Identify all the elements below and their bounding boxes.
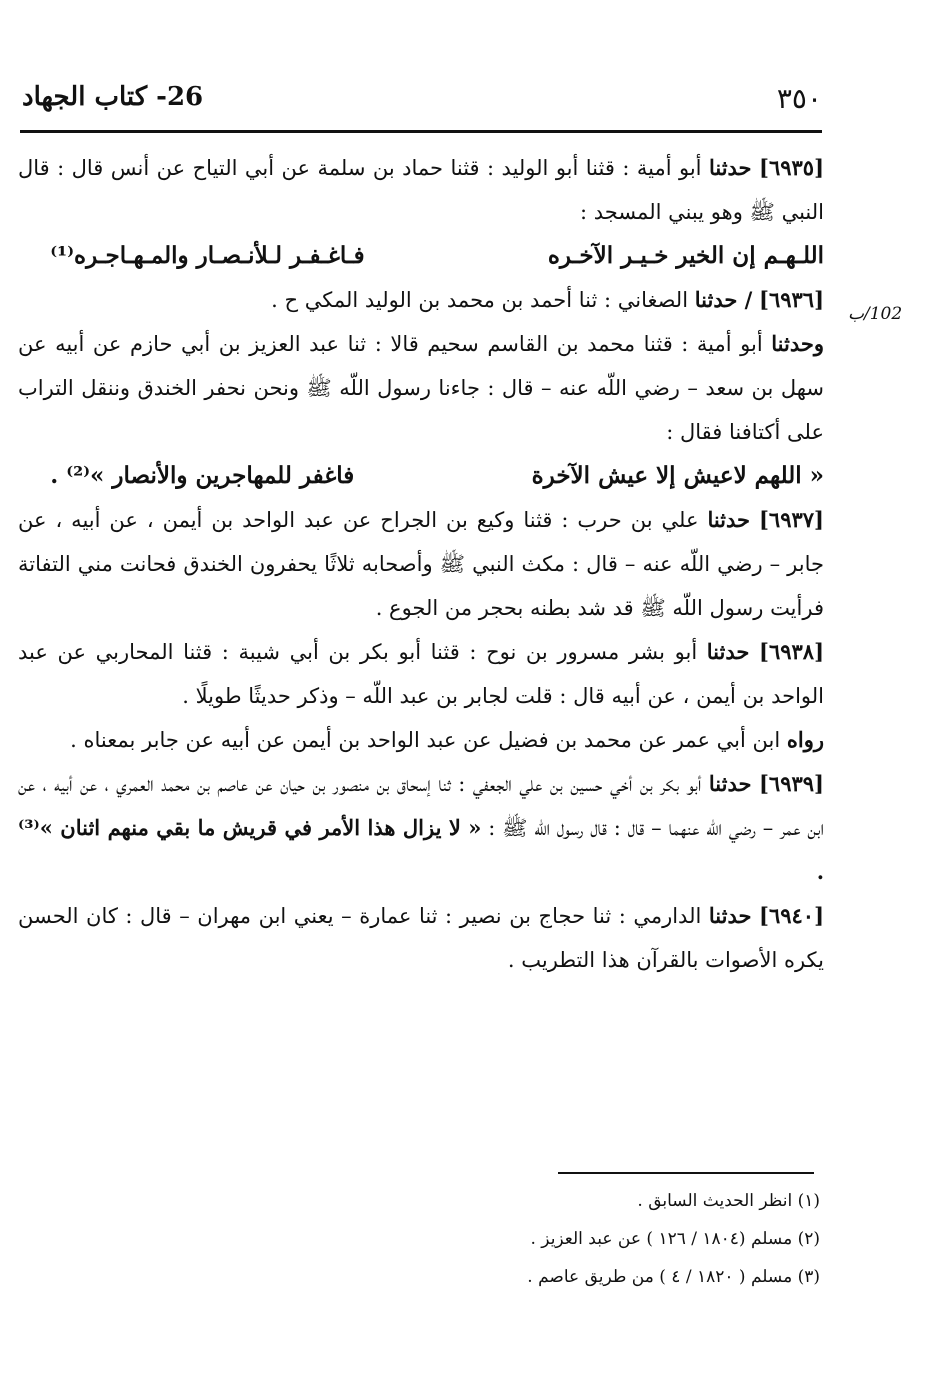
narration-word: حدثنا [708, 771, 752, 796]
hadith-6938 [18, 630, 824, 718]
hadith-text: أبو بشر مسرور بن نوح : قثنا أبو بكر بن أبي شيبة : قثنا المحاربي عن عبد الواحد بن أيمن ، عن أبيه قال : قلت لجابر بن عبد اللّه – وذكر حديثًا طويلًا . [18, 640, 824, 708]
footnote-separator [558, 1172, 814, 1174]
verse-second-hemistich: فـاغـفـر لـلأنـصـار والمـهـاجـره⁽¹⁾ [50, 242, 365, 269]
chapter-title: 26- كتاب الجهاد [22, 82, 204, 112]
main-text [18, 146, 824, 982]
verse-line [18, 454, 824, 498]
hadith-number: [٦٩٣٩] [758, 771, 824, 796]
hadith-number: [٦٩٤٠] [759, 903, 824, 928]
footnote: (٢) مسلم (١٨٠٤ / ١٢٦ ) عن عبد العزيز . [530, 1229, 820, 1249]
narration-word: حدثنا [708, 155, 752, 180]
hadith-text: ابن أبي عمر عن محمد بن فضيل عن عبد الواحد بن أيمن عن أبيه عن جابر بمعناه . [70, 728, 781, 752]
hadith-text: أبو أمية : قثنا محمد بن القاسم سحيم قالا : ثنا عبد العزيز بن أبي حازم عن أبيه عن سهل بن سعد – رضي اللّه عنه – قال : جاءنا رسول اللّه ﷺ ونحن نحفر الخندق وننقل التراب على أكتافنا فقال : [18, 332, 824, 444]
verse-second-hemistich: فاغفر للمهاجرين والأنصار »⁽²⁾ . [50, 462, 355, 489]
footnote: (١) انظر الحديث السابق . [637, 1191, 820, 1211]
hadith-text: أبو بكر بن أخي حسين بن علي الجعفي : ثنا إسحاق بن منصور بن حيان عن عاصم بن محمد العمري ، عن أبيه ، عن ابن عمر – رضي اللّه عنهما – قال : قال رسول اللّه ﷺ : [18, 772, 824, 840]
hadith-6939 [18, 762, 824, 894]
narration-word: رواه [786, 727, 824, 752]
hadith-text: الدارمي : ثنا حجاج بن نصير : ثنا عمارة – يعني ابن مهران – قال : كان الحسن يكره الأصوات بالقرآن هذا التطريب . [18, 904, 824, 972]
hadith-text: علي بن حرب : قثنا وكيع بن الجراح عن عبد الواحد بن أيمن ، عن أبيه ، عن جابر – رضي اللّه عنه – قال : مكث النبي ﷺ وأصحابه ثلاثًا يحفرون الخندق فحانت مني التفاتة فرأيت رسول اللّه ﷺ قد شد بطنه بحجر من الجوع . [18, 508, 824, 620]
verse-first-hemistich: « اللهم لاعيش إلا عيش الآخرة [531, 462, 824, 489]
hadith-number: [٦٩٣٨] [759, 639, 824, 664]
footnote: (٣) مسلم ( ١٨٢٠ / ٤ ) من طريق عاصم . [527, 1267, 820, 1287]
page-number: ٣٥٠ [776, 82, 822, 115]
narration-word: / حدثنا [694, 287, 753, 312]
narration-word: وحدثنا [771, 331, 824, 356]
hadith-number: [٦٩٣٦] [759, 287, 824, 312]
hadith-6936 [18, 278, 824, 322]
header-rule [20, 130, 822, 133]
manuscript-folio-note: 102/ب [848, 304, 903, 324]
hadith-6937 [18, 498, 824, 630]
narration-word: حدثنا [706, 639, 750, 664]
narration-word: حدثنا [708, 903, 752, 928]
page-header [22, 82, 822, 122]
hadith-6940 [18, 894, 824, 982]
verse-line [18, 234, 824, 278]
narration-word: حدثنا [707, 507, 751, 532]
chain-paragraph [18, 718, 824, 762]
hadith-text: أبو أمية : قثنا أبو الوليد : قثنا حماد بن سلمة عن أبي التياح عن أنس قال : قال النبي ﷺ وهو يبني المسجد : [18, 156, 824, 224]
verse-first-hemistich: اللـهـم إن الخير خـيـر الآخـره [547, 242, 824, 269]
hadith-text: الصغاني : ثنا أحمد بن محمد بن الوليد المكي ح . [271, 288, 689, 312]
footnotes [300, 1182, 820, 1296]
hadith-number: [٦٩٣٧] [758, 507, 824, 532]
prophetic-quote: « لا يزال هذا الأمر في قريش ما بقي منهم اثنان »⁽³⁾ . [18, 815, 824, 884]
hadith-number: [٦٩٣٥] [759, 155, 824, 180]
hadith-6935 [18, 146, 824, 234]
chain-paragraph [18, 322, 824, 454]
